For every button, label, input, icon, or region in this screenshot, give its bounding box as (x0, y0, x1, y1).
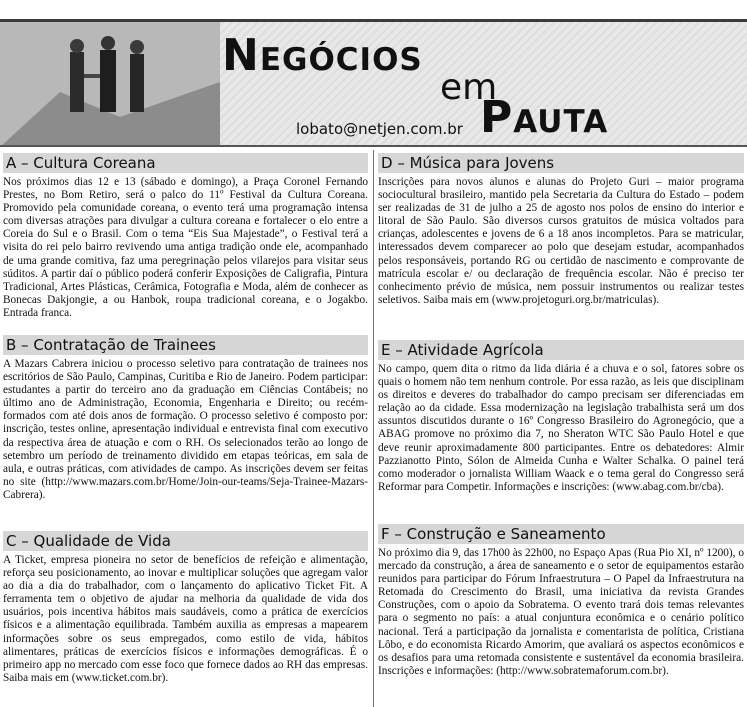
section-qualidade-de-vida (3, 531, 368, 685)
section-heading: C – Qualidade de Vida (3, 531, 368, 551)
section-cultura-coreana (3, 153, 368, 320)
section-construcao-saneamento (378, 524, 744, 678)
section-musica-para-jovens (378, 153, 744, 307)
section-heading: E – Atividade Agrícola (378, 340, 744, 360)
section-heading: A – Cultura Coreana (3, 153, 368, 173)
section-contratacao-trainees (3, 335, 368, 502)
section-body: A Mazars Cabrera iniciou o processo seletivo para contratação de trainees nos escritórios de São Paulo, Campinas, Curitiba e Rio de Janeiro. Podem participar: estudantes a partir do terceiro ano da graduação em Ciências Contábeis; no último ano de Administração, Economia, Engenharia e Direito; ou recém-formados com até dois anos de formação. O processo seletivo é composto por: inscrição, testes online, apresentação individual e entrevista final com executivo da respectiva área de atuação e com o RH. Os selecionados terão ao longo de setembro um período de treinamento dividido em etapas teóricas, em sala de aula, e outras práticas, com atividades de campo. As inscrições devem ser feitas no site (http://www.mazars.com.br/Home/Join-our-teams/Seja-Trainee-Mazars-Cabrera). (3, 358, 368, 501)
business-handshake-photo (0, 22, 220, 147)
author-email: lobato@netjen.com.br (296, 120, 463, 138)
section-body: A Ticket, empresa pioneira no setor de benefícios de refeição e alimentação, reforça seu posicionamento, ao inovar e multiplicar soluções que agregam valor ao dia a dia do trabalhador, com o lançamento do aplicativo Ticket Fit. A ferramenta tem o objetivo de ajudar na melhoria da qualidade de vida dos usuários, pois incentiva hábitos mais saudáveis, como a prática de exercícios físicos e a alimentação equilibrada. Também auxilia as empresas a mapearem informações sobre os seus empregados, como estilo de vida, hábitos alimentares, práticas de exercícios físicos e informações demográficas. É o primeiro app no mercado com esse foco que fornece dados ao RH das empresas. Saiba mais em (www.ticket.com.br). (3, 554, 368, 684)
title-negocios: Negócios (222, 30, 423, 81)
section-heading: F – Construção e Saneamento (378, 524, 744, 544)
section-body: No próximo dia 9, das 17h00 às 22h00, no Espaço Apas (Rua Pio XI, nº 1200), o mercado da construção, a área de saneamento e o setor de equipamentos estarão reunidos para participar do Fórum Infraestrutura – O Papel da Infraestrutura na Retomada do Crescimento do Brasil, uma iniciativa da revista Grandes Construções, com o apoio da Sobratema. O evento trará dois temas relevantes para o segmento no país: a atual conjuntura econômica e o cenário político nacional. Terá a participação da jornalista e comentarista de política, Cristiana Lôbo, e do economista Ricardo Amorim, que avaliará os aspectos econômicos e os desafios para uma retomada consistente e sustentável da economia brasileira. Inscrições e informações: (http://www.sobratemaforum.com.br). (378, 547, 744, 677)
section-body: Nos próximos dias 12 e 13 (sábado e domingo), a Praça Coronel Fernando Prestes, no Bom Retiro, será o palco do 11º Festival da Cultura Coreana. Promovido pela comunidade coreana, o evento terá uma programação intensa com diversas atrações para divulgar a cultura coreana e fortalecer o elo entre a Coreia do Sul e o Brasil. Com o tema “Eis Sua Majestade”, o Festival terá a visita do rei pelo bairro revivendo uma antiga tradição onde ele, acompanhado de uma grande comitiva, faz uma peregrinação pelos vilarejos para visitar seus súditos. A partir daí o público poderá conferir Exposições de Caligrafia, Pintura Tradicional, Artes Plásticas, Cerâmica, Fotografia e Moda, além de conhecer as Bonecas Dakjongie, a ou Hanbok, roupa tradicional coreana, e o Jogakbo. Entrada franca. (3, 176, 368, 319)
column-divider (373, 150, 374, 707)
title-pauta: Pauta (480, 92, 609, 143)
section-heading: B – Contratação de Trainees (3, 335, 368, 355)
section-body: No campo, quem dita o ritmo da lida diária é a chuva e o sol, fatores sobre os quais o homem não tem nenhum controle. Por essa razão, as leis que disciplinam os direitos e deveres do trabalhador do campo precisam ser diferenciadas em relação ao da cidade. Essa modernização na legislação trabalhista será um dos assuntos discutidos durante o 16º Congresso Brasileiro do Agronegócio, que a ABAG promove no próximo dia 7, no Sheraton WTC São Paulo Hotel e que deve reunir aproximadamente 800 participantes. Entre os debatedores: Almir Pazzianotto Pinto, Sólon de Almeida Cunha e Walter Schalka. O painel terá como moderador o jornalista William Waack e o tema geral do Congresso será Reformar para Competir. Informações e inscrições: (www.abag.com.br/cba). (378, 363, 744, 493)
section-heading: D – Música para Jovens (378, 153, 744, 173)
section-atividade-agricola (378, 340, 744, 494)
column-header (0, 22, 747, 147)
title-em: em (440, 67, 498, 108)
section-body: Inscrições para novos alunos e alunas do Projeto Guri – maior programa sociocultural brasileiro, mantido pela Secretaria da Cultura do Estado – podem ser realizadas de 31 de julho a 25 de agosto nos polos de ensino do interior e litoral de São Paulo. São diversos cursos gratuitos de música voltados para crianças, adolescentes e jovens de 6 a 18 anos incompletos. Para se matricular, interessados devem comparecer ao polo que desejam estudar, acompanhados pelos responsáveis, portando RG ou certidão de nascimento e comprovante de matrícula escolar e/ ou declaração de frequência escolar. Não é preciso ter conhecimento prévio de música, nem possuir instrumentos ou realizar testes seletivos. Saiba mais em (www.projetoguri.org.br/matriculas). (378, 176, 744, 306)
